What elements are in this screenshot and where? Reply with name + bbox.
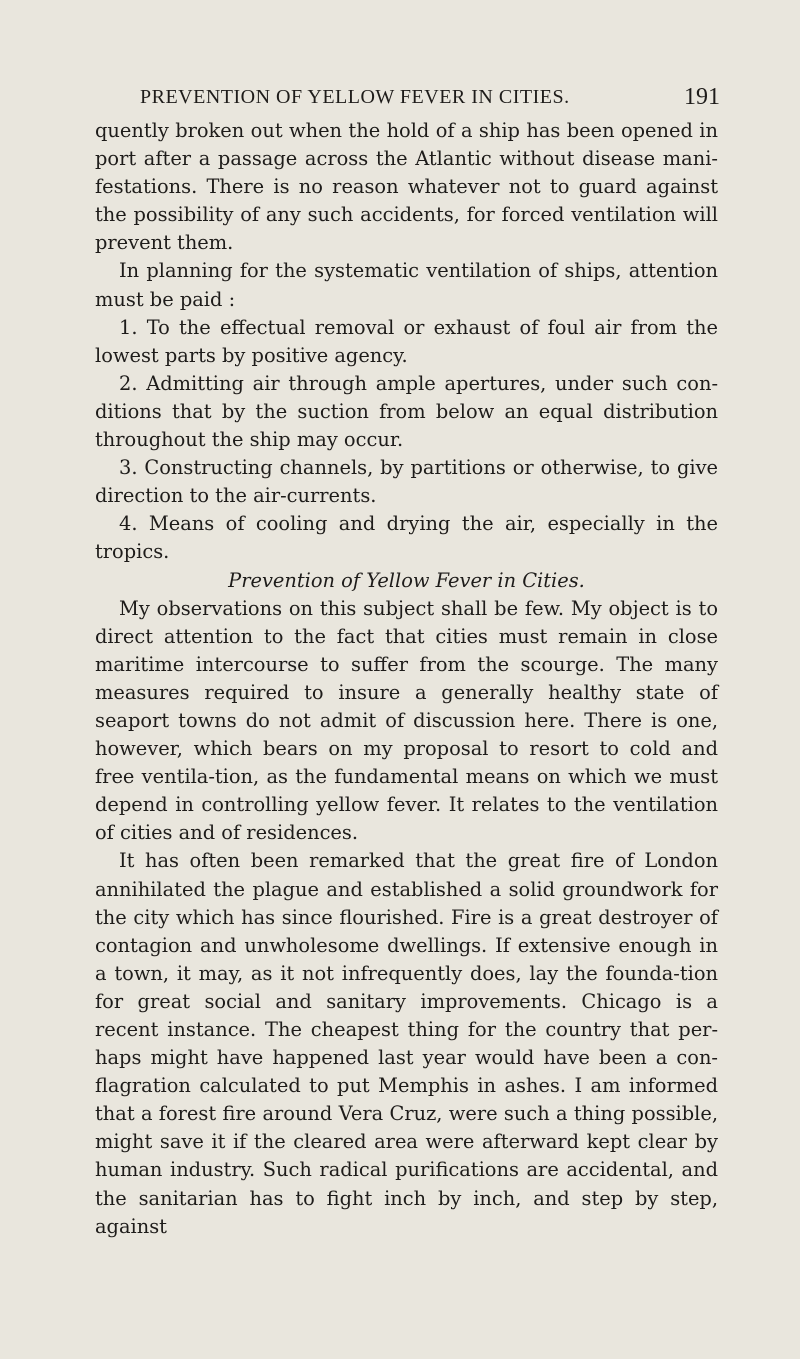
list-item-4: 4. Means of cooling and drying the air, especially in the tropics. [95,512,718,564]
list-item-3: 3. Constructing channels, by partitions or otherwise, to give direction to the air-currents. [95,456,718,508]
body-text [95,117,718,1241]
section-heading: Prevention of Yellow Fever in Cities. [228,568,585,592]
page-number: 191 [684,84,720,110]
paragraph-continuation: quently broken out when the hold of a ship has been opened in port after a passage across the Atlantic without disease mani-festations. There is no reason whatever not to guard against the possibility of any such accidents, for forced ventilation will prevent them. [95,119,718,255]
header-title: PREVENTION OF YELLOW FEVER IN CITIES. [140,86,570,108]
list-item-1: 1. To the effectual removal or exhaust of foul air from the lowest parts by positive agency. [95,315,718,367]
paragraph-observations: My observations on this subject shall be few. My object is to direct attention to the fact that cities must remain in close maritime intercourse to suffer from the scourge. The many measures required to insure a generally healthy state of seaport towns do not admit of discussion here. There is one, however, which bears on my proposal to resort to cold and free ventila-tion, as the fundamental means on which we must depend in controlling yellow fever. It relates to the ventilation of cities and of residences. [95,596,718,845]
running-header [140,80,720,114]
paragraph-great-fire: It has often been remarked that the great fire of London annihilated the plague and established a solid groundwork for the city which has since flourished. Fire is a great destroyer of contagion and unwholesome dwellings. If extensive enough in a town, it may, as it not infrequently does, lay the founda-tion for great social and sanitary improvements. Chicago is a recent instance. The cheapest thing for the country that per-haps might have happened last year would have been a con-flagration calculated to put Memphis in ashes. I am informed that a forest fire around Vera Cruz, were such a thing possible, might save it if the cleared area were afterward kept clear by human industry. Such radical purifications are accidental, and the sanitarian has to fight inch by inch, and step by step, against [95,849,718,1238]
paragraph-ventilation-intro: In planning for the systematic ventilation of ships, attention must be paid : [95,259,718,311]
list-item-2: 2. Admitting air through ample apertures, under such con-ditions that by the suction from below an equal distribution throughout the ship may occur. [95,371,718,452]
